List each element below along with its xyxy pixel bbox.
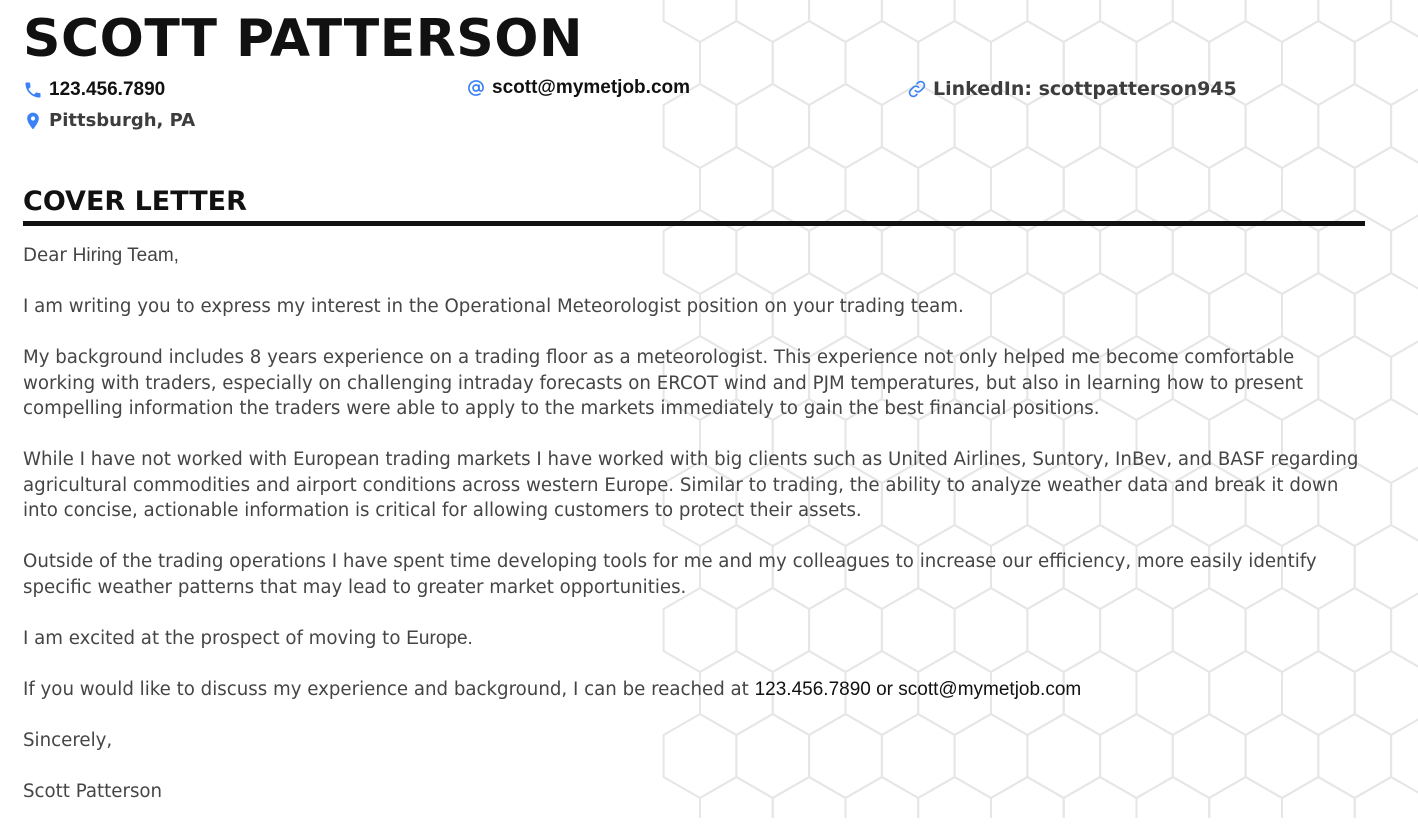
candidate-name: SCOTT PATTERSON [23,9,583,69]
salutation-dear: Dear [23,245,67,266]
linkedin-contact [907,78,1237,100]
paragraph-background: My background includes 8 years experience on a trading floor as a meteorologist. This experience not only helped me become comfortable working with traders, especially on challenging intraday forecasts on ERCOT wind and PJM temperatures, but also in learning how to present compelling information the traders were able to apply to the markets immediately to gain the best financial positions. [23,347,1304,419]
map-pin-icon [23,111,43,131]
at-sign-icon [466,78,486,98]
closing: Sincerely, [23,729,113,751]
phone-icon [23,80,43,100]
link-icon [907,79,927,99]
section-divider [23,221,1365,226]
email-text: scott@mymetjob.com [492,77,691,98]
excited-place: Europe. [406,627,473,649]
paragraph-excited [23,626,1363,652]
letter-body [23,243,1363,830]
email-contact [466,77,690,99]
salutation-recipient: Hiring Team, [72,245,179,266]
excited-text: I am excited at the prospect of moving to [23,627,401,649]
reach-contact: 123.456.7890 or scott@mymetjob.com [754,678,1082,700]
paragraph-clients: While I have not worked with European trading markets I have worked with big clients such as United Airlines, Suntory, InBev, and BASF regarding agricultural commodities and airport conditions across western Europe. Similar to trading, the ability to analyze weather data and break it down into concise, actionable information is critical for allowing customers to protect their assets. [23,449,1359,521]
reach-text: If you would like to discuss my experience and background, I can be reached at [23,678,749,700]
linkedin-text: LinkedIn: scottpatterson945 [933,78,1237,100]
signature: Scott Patterson [23,780,163,802]
paragraph-tools: Outside of the trading operations I have spent time developing tools for me and my colleagues to increase our efficiency, more easily identify specific weather patterns that may lead to greater market opportunities. [23,551,1317,598]
location-text: Pittsburgh, PA [49,110,196,131]
location-contact [23,110,195,131]
paragraph-reach [23,677,1363,703]
paragraph-interest: I am writing you to express my interest in the Operational Meteorologist position on your trading team. [23,296,964,317]
phone-text: 123.456.7890 [49,79,166,100]
section-title: COVER LETTER [23,186,247,217]
salutation [23,243,1363,269]
phone-contact [23,79,165,101]
